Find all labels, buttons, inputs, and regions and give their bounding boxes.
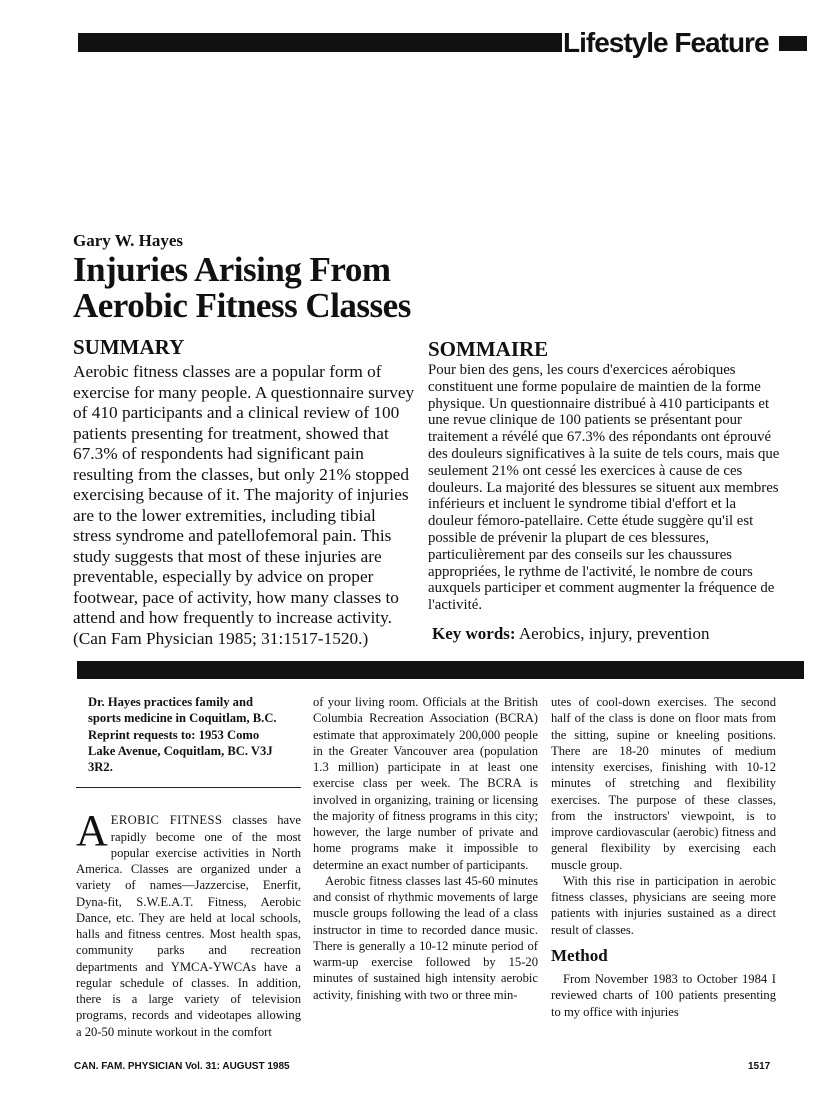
section-title: Lifestyle Feature [563,27,769,58]
body-column-2 [313,694,538,1003]
keywords-label: Key words: [432,624,516,643]
paragraph: With this rise in participation in aerobic fitness classes, physicians are seeing more patients with injuries sustained as a direct result of classes. [551,873,776,937]
title-line-1: Injuries Arising From [73,250,391,289]
section-divider [77,661,804,679]
method-heading: Method [551,945,608,965]
paragraph: Aerobic fitness classes last 45-60 minutes and consist of rhythmic movements of large muscle groups following the lead of a class instructor in time to recorded dance music. There is generally a 10-12 minute period of warm-up exercise followed by 15-20 minutes of sustained high intensity aerobic activity, finishing with two or three min- [313,873,538,1002]
journal-citation: CAN. FAM. PHYSICIAN Vol. 31: AUGUST 1985 [74,1061,290,1072]
body-column-3 [551,694,776,1020]
author-affiliation: Dr. Hayes practices family and sports medicine in Coquitlam, B.C. Reprint requests to: 1953 Como Lake Avenue, Coquitlam, BC. V3J 3R2. [88,695,277,774]
paragraph: of your living room. Officials at the British Columbia Recreation Association (BCRA) estimate that approximately 200,000 people in the Greater Vancouver area (population 1.3 million) participate in at least one exercise class per week. The BCRA is involved in organizing, training or licensing the majority of fitness programs in this city; however, the large number of private and home programs make it impossible to determine an exact number of participants. [313,695,538,872]
body-column-1 [76,694,301,1040]
keywords-value: Aerobics, injury, prevention [518,624,710,643]
paragraph: utes of cool-down exercises. The second half of the class is done on floor mats from the sitting, supine or kneeling positions. There are 18-20 minutes of medium intensity exercises, finishing with 10-12 minutes of stretching and flexibility exercises. The purpose of these classes, from the instructors' viewpoint, is to improve cardiovascular (aerobic) fitness and general flexibility by exercising each muscle group. [551,695,776,872]
intro-paragraph [76,806,301,1040]
article-title [73,252,673,324]
intro-lead: EROBIC FITNESS [110,813,223,828]
intro-text: classes have rapidly become one of the most popular exercise activities in North America. Classes are organized under a variety of names—Jazzercise, Enerfit, Dyna-fit, S.W.E.A.T. Fitness, Aerobic Dance, etc. They are held at local schools, halls and fitness centres. Most health spas, community parks and recreation departments and YMCA-YWCAs have a regular schedule of classes. In addition, there is a large variety of television programs, records and videotapes allowing a 20-50 minute workout in the comfort [76,813,301,1039]
sommaire-heading: SOMMAIRE [428,337,549,361]
keywords [432,624,709,644]
sommaire-text: Pour bien des gens, les cours d'exercices aérobiques constituent une forme populaire de maintien de la forme physique. Un questionnaire distribué à 410 participants et une revue clinique de 100 patients se présentant pour traitement a révélé que 67.3% des répondants ont éprouvé des douleurs significatives à la suite de tels cours, mais que seulement 21% ont cessé les exercices à cause de ces douleurs. La majorité des blessures se situent aux membres inférieurs et incluent le syndrome tibial d'effort et la douleur fémoro-patellaire. Cette étude suggère qu'il est possible de prévenir la plupart de ces blessures, particulièrement par des conseils sur les chaussures appropriées, le rythme de l'activité, le nombre de cours auxquels participer et comment augmenter la fréquence de l'activité. [428,362,780,614]
header-rule-left [78,33,562,52]
page-number: 1517 [748,1061,771,1072]
header-rule-right [779,36,807,51]
title-line-2: Aerobic Fitness Classes [73,286,411,325]
affiliation-rule [76,787,301,788]
author-name: Gary W. Hayes [73,231,184,250]
summary-heading: SUMMARY [73,335,185,359]
drop-cap: A [76,806,108,856]
method-paragraph: From November 1983 to October 1984 I reviewed charts of 100 patients presenting to my office with injuries [551,972,776,1019]
summary-text: Aerobic fitness classes are a popular form of exercise for many people. A questionnaire survey of 410 participants and a clinical review of 100 patients presenting for treatment, showed that 67.3% of respondents had significant pain resulting from the classes, but only 21% stopped exercising because of it. The majority of injuries are to the lower extremities, including tibial stress syndrome and patellofemoral pain. This study suggests that most of these injuries are preventable, especially by advice on proper footwear, pace of activity, how many classes to attend and how frequently to increase activity. (Can Fam Physician 1985; 31:1517-1520.) [73,362,415,648]
